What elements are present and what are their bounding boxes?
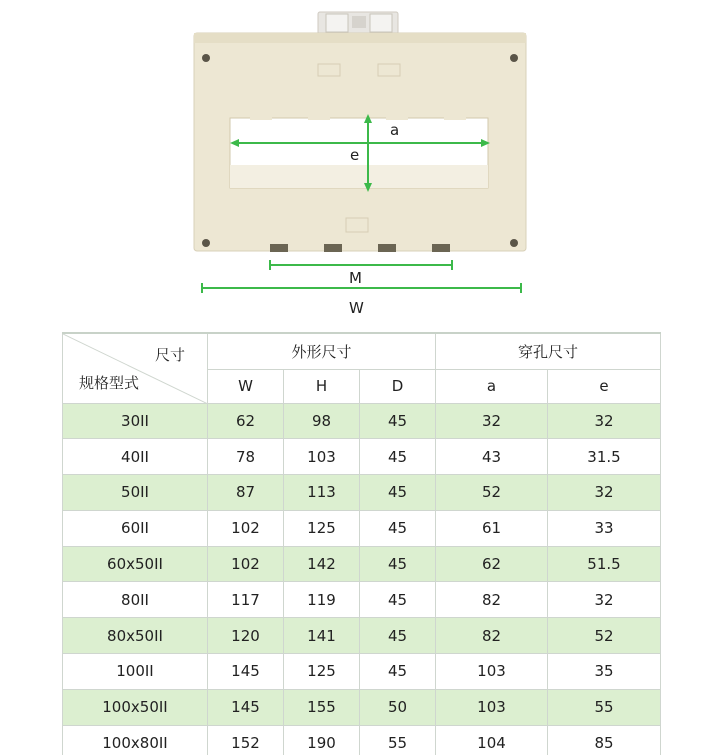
label-m: M [349, 269, 362, 287]
cell-d: 45 [360, 546, 436, 582]
cell-h: 103 [284, 439, 360, 475]
cell-model: 40II [63, 439, 208, 475]
cell-e: 32 [548, 475, 661, 511]
cell-w: 87 [208, 475, 284, 511]
table-row [63, 439, 661, 475]
transformer-diagram [0, 0, 720, 325]
cell-model: 100x80II [63, 725, 208, 755]
table-row [63, 725, 661, 755]
cell-w: 78 [208, 439, 284, 475]
cell-h: 125 [284, 510, 360, 546]
cell-model: 80II [63, 582, 208, 618]
table-row [63, 475, 661, 511]
cell-d: 50 [360, 689, 436, 725]
cell-model: 50II [63, 475, 208, 511]
group-hole-header: 穿孔尺寸 [436, 333, 661, 369]
cell-model: 60x50II [63, 546, 208, 582]
cell-e: 52 [548, 618, 661, 654]
cell-d: 45 [360, 403, 436, 439]
cell-a: 52 [436, 475, 548, 511]
cell-a: 82 [436, 618, 548, 654]
table-row [63, 689, 661, 725]
cell-d: 45 [360, 439, 436, 475]
cell-e: 32 [548, 403, 661, 439]
col-header-e: e [548, 369, 661, 403]
cell-d: 45 [360, 654, 436, 690]
cell-w: 102 [208, 510, 284, 546]
table-row [63, 546, 661, 582]
cell-model: 30II [63, 403, 208, 439]
mount-hole-icon [202, 54, 210, 62]
table-row [63, 654, 661, 690]
corner-bottom-label: 规格型式 [79, 373, 140, 392]
cell-w: 152 [208, 725, 284, 755]
cell-model: 60II [63, 510, 208, 546]
cell-d: 45 [360, 618, 436, 654]
cell-w: 102 [208, 546, 284, 582]
cell-model: 80x50II [63, 618, 208, 654]
cell-e: 33 [548, 510, 661, 546]
cell-a: 62 [436, 546, 548, 582]
label-e: e [350, 146, 360, 164]
cell-a: 43 [436, 439, 548, 475]
cell-d: 45 [360, 582, 436, 618]
cell-d: 45 [360, 510, 436, 546]
cell-h: 155 [284, 689, 360, 725]
col-header-d: D [360, 369, 436, 403]
cell-e: 31.5 [548, 439, 661, 475]
cell-h: 98 [284, 403, 360, 439]
cell-d: 45 [360, 475, 436, 511]
cell-h: 141 [284, 618, 360, 654]
table-row [63, 403, 661, 439]
cell-model: 100II [63, 654, 208, 690]
cell-a: 61 [436, 510, 548, 546]
label-a: a [390, 121, 400, 139]
cell-w: 145 [208, 689, 284, 725]
cell-w: 117 [208, 582, 284, 618]
cell-e: 51.5 [548, 546, 661, 582]
cell-e: 32 [548, 582, 661, 618]
label-w: W [349, 299, 364, 317]
header-row-group [63, 333, 661, 369]
cell-h: 142 [284, 546, 360, 582]
cell-w: 62 [208, 403, 284, 439]
cell-h: 125 [284, 654, 360, 690]
cell-e: 35 [548, 654, 661, 690]
cell-a: 82 [436, 582, 548, 618]
diagonal-divider [63, 334, 208, 404]
cell-h: 119 [284, 582, 360, 618]
cell-h: 113 [284, 475, 360, 511]
table-row [63, 582, 661, 618]
cell-w: 120 [208, 618, 284, 654]
table-row [63, 618, 661, 654]
cell-e: 85 [548, 725, 661, 755]
col-header-a: a [436, 369, 548, 403]
cell-a: 104 [436, 725, 548, 755]
spec-table [62, 332, 661, 755]
cell-e: 55 [548, 689, 661, 725]
corner-top-label: 尺寸 [154, 346, 185, 364]
cell-d: 55 [360, 725, 436, 755]
cell-a: 103 [436, 689, 548, 725]
table-row [63, 510, 661, 546]
cell-a: 32 [436, 403, 548, 439]
col-header-h: H [284, 369, 360, 403]
corner-header [63, 333, 208, 403]
cell-w: 145 [208, 654, 284, 690]
col-header-w: W [208, 369, 284, 403]
group-outer-header: 外形尺寸 [208, 333, 436, 369]
cell-h: 190 [284, 725, 360, 755]
cell-model: 100x50II [63, 689, 208, 725]
cell-a: 103 [436, 654, 548, 690]
